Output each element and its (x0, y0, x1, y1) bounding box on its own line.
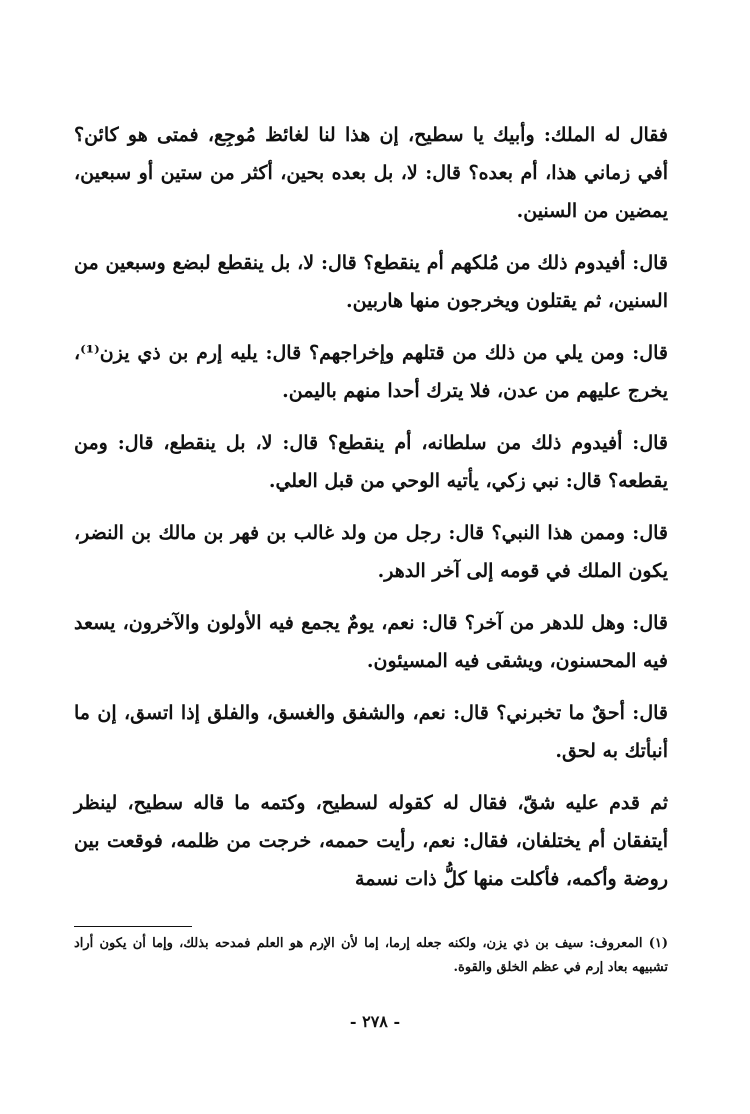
paragraph-3: قال: ومن يلي من ذلك من قتلهم وإخراجهم؟ قال: يليه إرم بن ذي يزن⁽¹⁾، يخرج عليهم من عدن، فلا يترك أحدا منهم باليمن. (74, 342, 668, 402)
paragraph-4: قال: أفيدوم ذلك من سلطانه، أم ينقطع؟ قال: لا، بل ينقطع، قال: ومن يقطعه؟ قال: نبي زكي، يأتيه الوحي من قبل العلي. (74, 432, 668, 492)
page-body (74, 116, 668, 912)
paragraph-5: قال: وممن هذا النبي؟ قال: رجل من ولد غالب بن فهر بن مالك بن النضر، يكون الملك في قومه إلى آخر الدهر. (74, 522, 668, 582)
paragraph-1: فقال له الملك: وأبيك يا سطيح، إن هذا لنا لغائظ مُوجِع، فمتى هو كائن؟ أفي زماني هذا، أم بعده؟ قال: لا، بل بعده بحين، أكثر من ستين أو سبعين، يمضين من السنين. (74, 124, 668, 222)
page-number: - ٢٧٨ - (349, 1012, 401, 1031)
footnote-separator (74, 926, 192, 927)
paragraph-2: قال: أفيدوم ذلك من مُلكهم أم ينقطع؟ قال: لا، بل ينقطع لبضع وسبعين من السنين، ثم يقتلون ويخرجون منها هاربين. (74, 252, 668, 312)
footnote-1: (١) المعروف: سيف بن ذي يزن، ولكنه جعله إرما، إما لأن الإرم هو العلم فمدحه بذلك، وإما أن يكون أراد تشبيهه بعاد إرم في عظم الخلق والقوة. (74, 936, 668, 975)
footnotes (74, 932, 668, 980)
paragraph-7: قال: أحقٌ ما تخبرني؟ قال: نعم، والشفق والغسق، والفلق إذا اتسق، إن ما أنبأتك به لحق. (74, 702, 668, 762)
paragraph-8: ثم قدم عليه شقّ، فقال له كقوله لسطيح، وكتمه ما قاله سطيح، لينظر أيتفقان أم يختلفان، فقال: نعم، رأيت حممه، خرجت من ظلمه، فوقعت بين روضة وأكمه، فأكلت منها كلُّ ذات نسمة (74, 792, 668, 890)
paragraph-6: قال: وهل للدهر من آخر؟ قال: نعم، يومٌ يجمع فيه الأولون والآخرون، يسعد فيه المحسنون، ويشقى فيه المسيئون. (74, 612, 668, 672)
